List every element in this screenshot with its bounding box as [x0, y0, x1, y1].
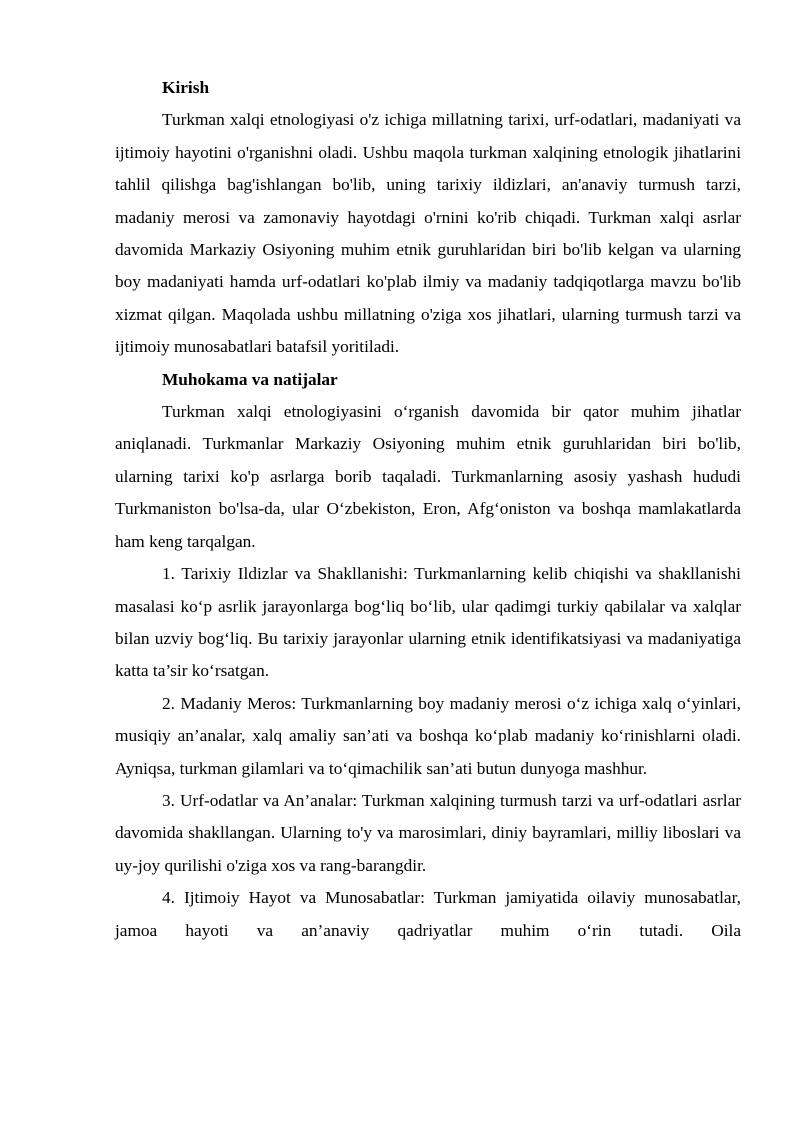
discussion-item-customs-traditions: 3. Urf-odatlar va An’analar: Turkman xalqining turmush tarzi va urf-odatlari asrlar davomida shakllangan. Ularning to'y va marosimlari, diniy bayramlari, milliy liboslari va uy-joy qurilishi o'ziga xos va rang-barangdir. [115, 790, 741, 875]
page-body [115, 72, 741, 947]
discussion-item-historical-roots: 1. Tarixiy Ildizlar va Shakllanishi: Turkmanlarning kelib chiqishi va shakllanishi masalasi ko‘p asrlik jarayonlarga bog‘liq bo‘lib, ular qadimgi turkiy qabilalar va xalqlar bilan uzviy bog‘liq. Bu tarixiy jarayonlar ularning etnik identifikatsiyasi va madaniyatiga katta ta’sir ko‘rsatgan. [115, 564, 741, 681]
section-heading-discussion: Muhokama va natijalar [162, 369, 338, 389]
discussion-item-cultural-heritage: 2. Madaniy Meros: Turkmanlarning boy madaniy merosi o‘z ichiga xalq o‘yinlari, musiqiy an’analar, xalq amaliy san’ati va boshqa ko‘plab madaniy ko‘rinishlarni oladi. Ayniqsa, turkman gilamlari va to‘qimachilik san’ati butun dunyoga mashhur. [115, 693, 741, 778]
discussion-item-social-life: 4. Ijtimoiy Hayot va Munosabatlar: Turkman jamiyatida oilaviy munosabatlar, jamoa hayoti va an’anaviy qadriyatlar muhim o‘rin tutadi. Oila [115, 888, 741, 940]
section-heading-intro: Kirish [162, 78, 210, 97]
intro-paragraph: Turkman xalqi etnologiyasi o'z ichiga millatning tarixi, urf-odatlari, madaniyati va ijtimoiy hayotini o'rganishni oladi. Ushbu maqola turkman xalqining etnologik jihatlarini tahlil qilishga bag'ishlangan bo'lib, uning tarixiy ildizlari, an'anaviy turmush tarzi, madaniy merosi va zamonaviy hayotdagi o'rnini ko'rib chiqadi. Turkman xalqi asrlar davomida Markaziy Osiyoning muhim etnik guruhlaridan biri bo'lib kelgan va ularning boy madaniyati hamda urf-odatlari ko'plab ilmiy va madaniy tadqiqotlarga mavzu bo'lib xizmat qilgan. Maqolada ushbu millatning o'ziga xos jihatlari, ularning turmush tarzi va ijtimoiy munosabatlari batafsil yoritiladi. [115, 110, 741, 357]
discussion-paragraph-overview: Turkman xalqi etnologiyasini o‘rganish davomida bir qator muhim jihatlar aniqlanadi. Turkmanlar Markaziy Osiyoning muhim etnik guruhlaridan biri bo'lib, ularning tarixi ko'p asrlarga borib taqaladi. Turkmanlarning asosiy yashash hududi Turkmaniston bo'lsa-da, ular O‘zbekiston, Eron, Afg‘oniston va boshqa mamlakatlarda ham keng tarqalgan. [115, 402, 741, 551]
